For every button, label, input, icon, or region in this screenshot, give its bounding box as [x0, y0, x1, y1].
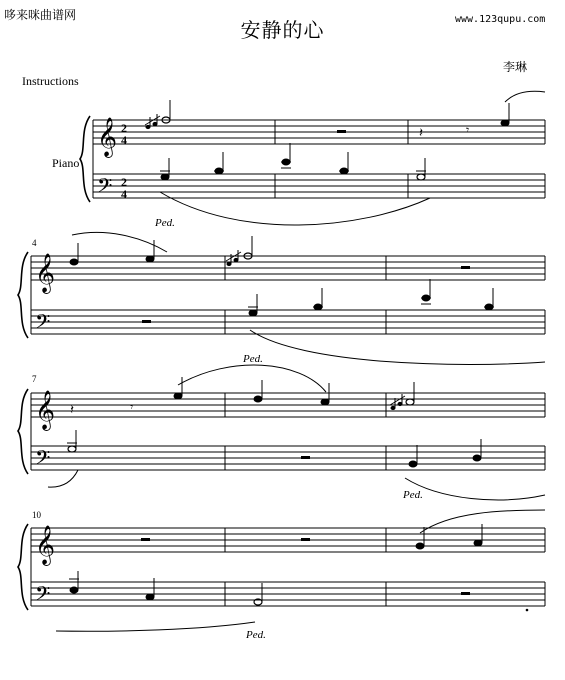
bass-clef-icon: 𝄢 — [35, 312, 51, 338]
notes-4 — [32, 510, 545, 641]
svg-text:𝄽: 𝄽 — [419, 125, 423, 140]
song-title: 安静的心 — [240, 18, 325, 42]
time-sig-top-bass: 2 — [121, 175, 127, 189]
treble-staff — [31, 528, 545, 552]
bass-clef-icon: 𝄢 — [35, 448, 51, 474]
svg-text:𝄾: 𝄾 — [130, 400, 134, 414]
measure-number-7: 7 — [32, 374, 37, 384]
notes-1 — [145, 91, 545, 229]
pedal-mark: Ped. — [403, 489, 423, 501]
treble-clef-icon: 𝄞 — [35, 527, 56, 564]
composer: 李琳 — [503, 60, 528, 74]
system-4 — [18, 524, 545, 610]
measure-number-10: 10 — [32, 510, 41, 520]
instructions-label: Instructions — [22, 74, 79, 88]
bass-clef-icon: 𝄢 — [35, 584, 51, 610]
time-sig-bottom-treble: 4 — [121, 133, 127, 147]
brace — [80, 116, 90, 202]
treble-clef-icon: 𝄞 — [35, 392, 56, 429]
measure-number-4: 4 — [32, 238, 37, 248]
time-sig-top-treble: 2 — [121, 121, 127, 135]
system-3 — [18, 389, 545, 474]
notes-3 — [32, 365, 545, 501]
pedal-mark: Ped. — [243, 353, 263, 365]
pedal-mark: Ped. — [246, 629, 266, 641]
clefs-1 — [97, 118, 127, 202]
svg-text:𝄾: 𝄾 — [466, 123, 470, 137]
pedal-mark: Ped. — [155, 217, 175, 229]
treble-staff — [93, 120, 545, 144]
treble-clef-icon: 𝄞 — [35, 255, 56, 292]
svg-text:𝄽: 𝄽 — [70, 402, 74, 417]
site-name: 哆来咪曲谱网 — [4, 8, 77, 22]
treble-staff — [31, 393, 545, 417]
instrument-label: Piano — [52, 156, 80, 170]
bass-staff — [31, 446, 545, 470]
bass-clef-icon: 𝄢 — [97, 176, 113, 202]
system-2 — [18, 252, 545, 338]
system-1 — [80, 116, 545, 202]
time-sig-bottom-bass: 4 — [121, 187, 127, 201]
notes-2 — [32, 232, 545, 365]
site-url: www.123qupu.com — [455, 14, 546, 25]
bass-staff — [31, 310, 545, 334]
treble-clef-icon: 𝄞 — [97, 119, 118, 156]
